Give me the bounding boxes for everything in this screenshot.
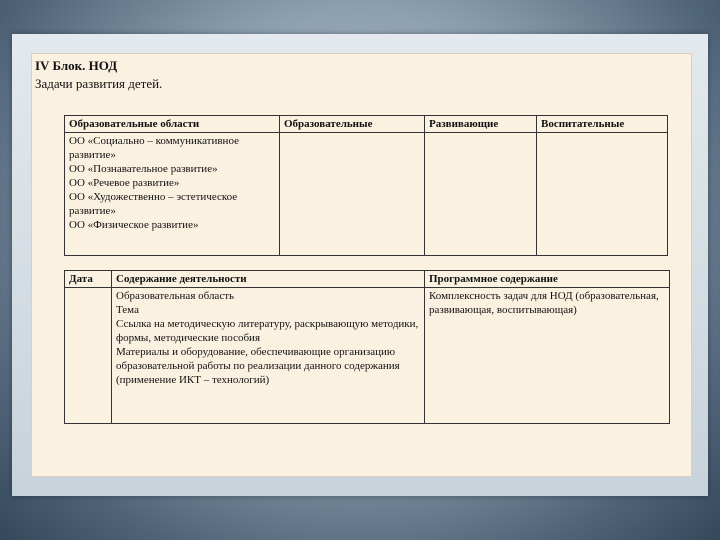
content-line: Образовательная область	[116, 290, 235, 302]
tasks-table-header-row	[65, 116, 668, 133]
area-item: ОО «Физическое развитие»	[69, 219, 199, 231]
content-line: Ссылка на методическую литературу, раскрывающую методики, формы, методические пособия	[116, 318, 419, 344]
content-line: Материалы и оборудование, обеспечивающие организацию образовательной работы по реализации данного содержания (применение ИКТ – технологий)	[116, 346, 400, 386]
slide	[31, 53, 692, 477]
educational-cell	[280, 133, 425, 256]
activity-content-cell	[112, 288, 425, 424]
block-subheading: Задачи развития детей.	[35, 76, 163, 91]
area-item: ОО «Речевое развитие»	[69, 177, 180, 189]
header-date: Дата	[65, 271, 112, 288]
tasks-table-row	[65, 133, 668, 256]
activity-table-header-row	[65, 271, 670, 288]
header-upbringing: Воспитательные	[537, 116, 668, 133]
area-item: ОО «Художественно – эстетическое развитие»	[69, 191, 238, 217]
upbringing-cell	[537, 133, 668, 256]
block-heading: IV Блок. НОД	[35, 58, 118, 73]
header-program-content: Программное содержание	[425, 271, 670, 288]
areas-cell	[65, 133, 280, 256]
content-line: Тема	[116, 304, 139, 316]
header-developmental: Развивающие	[425, 116, 537, 133]
activity-table	[64, 270, 670, 424]
developmental-cell	[425, 133, 537, 256]
area-item: ОО «Познавательное развитие»	[69, 163, 218, 175]
date-cell	[65, 288, 112, 424]
header-activity-content: Содержание деятельности	[112, 271, 425, 288]
tasks-table	[64, 115, 668, 256]
header-educational: Образовательные	[280, 116, 425, 133]
area-item: ОО «Социально – коммуникативное развитие»	[69, 135, 239, 161]
program-content-cell: Комплексность задач для НОД (образовательная, развивающая, воспитывающая)	[425, 288, 670, 424]
activity-table-row	[65, 288, 670, 424]
header-educational-areas: Образовательные области	[65, 116, 280, 133]
